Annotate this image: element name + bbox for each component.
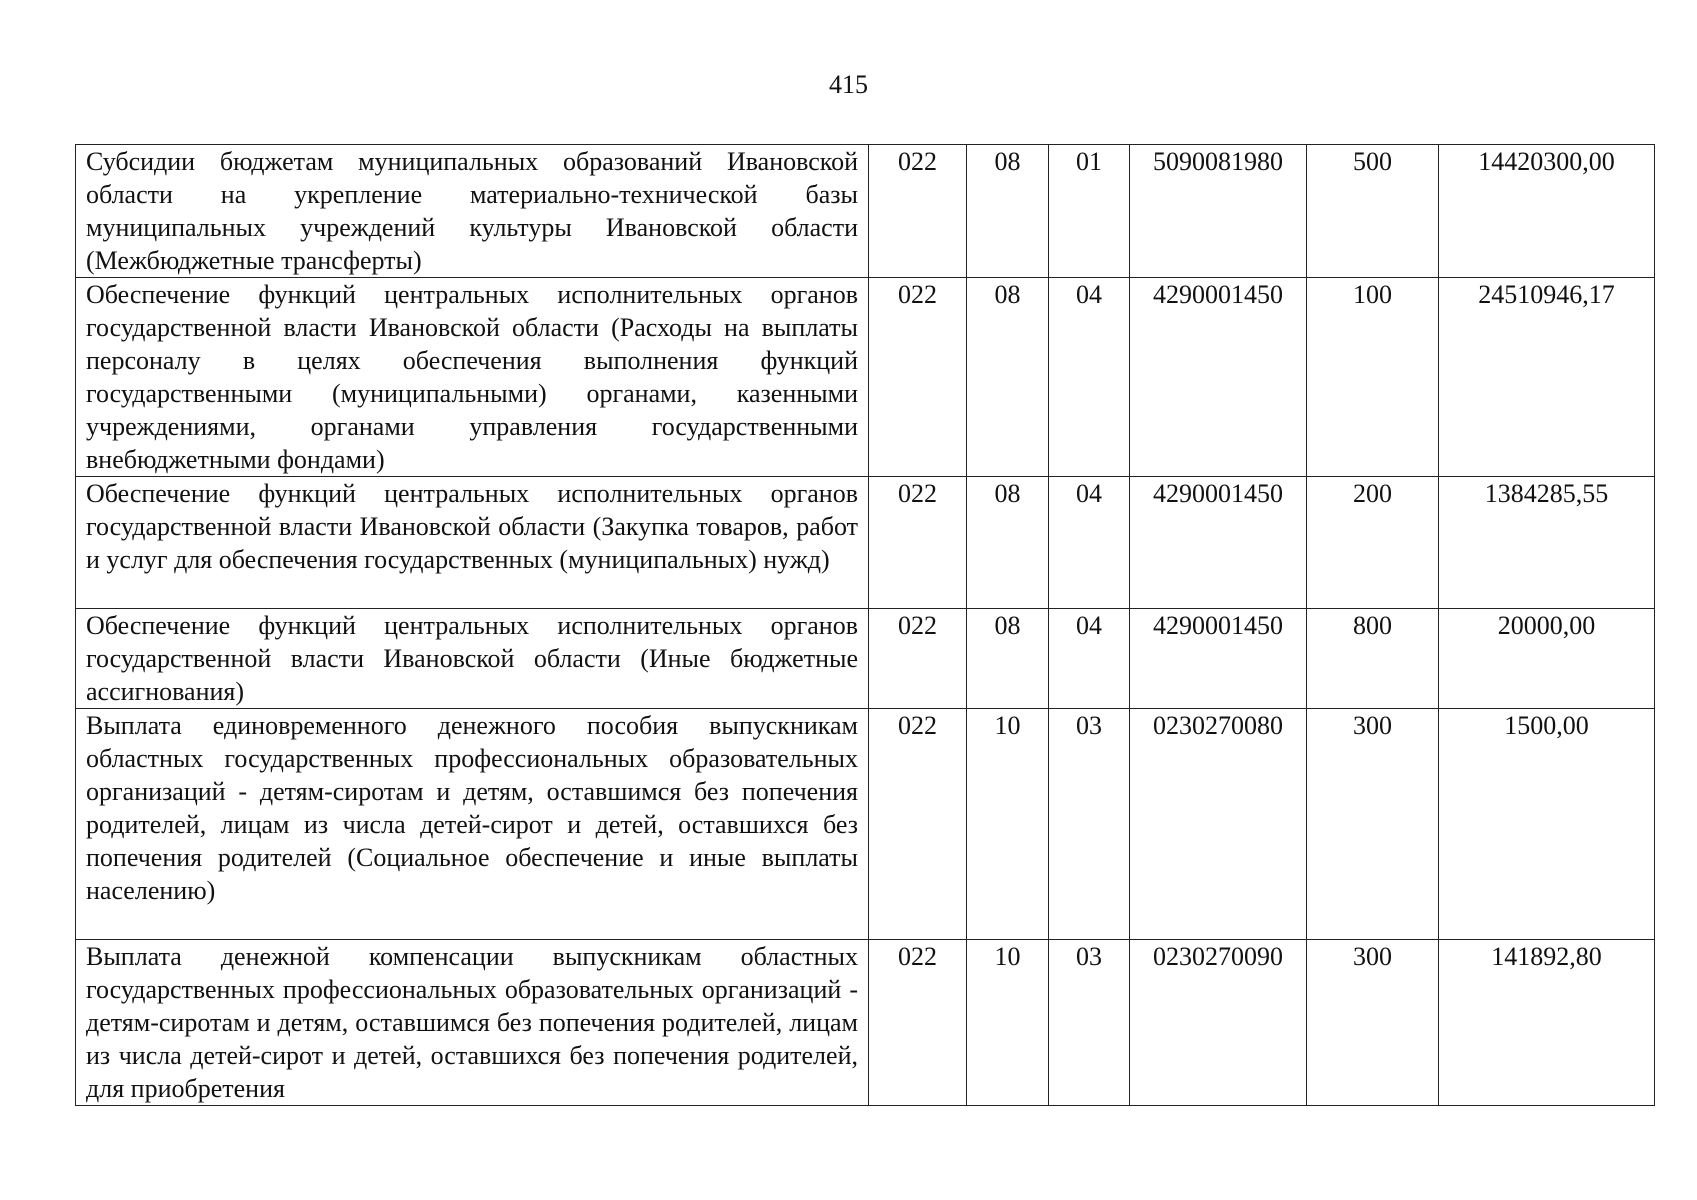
target-article-code: 0230270090	[1130, 940, 1307, 1106]
table-row	[76, 609, 1655, 709]
ministry-code: 022	[869, 709, 967, 940]
target-article-code: 5090081980	[1130, 145, 1307, 278]
row-description: Обеспечение функций центральных исполнительных органов государственной власти Ивановской области (Иные бюджетные ассигнования)	[76, 609, 869, 709]
subsection-code: 03	[1049, 709, 1130, 940]
subsection-code: 04	[1049, 278, 1130, 477]
amount-value: 20000,00	[1439, 609, 1655, 709]
page-number: 415	[829, 70, 868, 99]
expense-type-code: 800	[1307, 609, 1439, 709]
section-code: 10	[967, 940, 1049, 1106]
row-description: Обеспечение функций центральных исполнительных органов государственной власти Ивановской области (Расходы на выплаты персоналу в целях обеспечения выполнения функций государственными (муниципальными) органами, казенными учреждениями, органами управления государственными внебюджетными фондами)	[76, 278, 869, 477]
subsection-code: 04	[1049, 609, 1130, 709]
ministry-code: 022	[869, 940, 967, 1106]
row-description: Выплата денежной компенсации выпускникам областных государственных профессиональных образовательных организаций - детям-сиротам и детям, оставшимся без попечения родителей, лицам из числа детей-сирот и детей, оставшихся без попечения родителей, для приобретения	[76, 940, 869, 1106]
table-row	[76, 477, 1655, 609]
subsection-code: 04	[1049, 477, 1130, 609]
row-description: Субсидии бюджетам муниципальных образований Ивановской области на укрепление материально-технической базы муниципальных учреждений культуры Ивановской области (Межбюджетные трансферты)	[76, 145, 869, 278]
ministry-code: 022	[869, 609, 967, 709]
section-code: 08	[967, 477, 1049, 609]
amount-value: 24510946,17	[1439, 278, 1655, 477]
ministry-code: 022	[869, 278, 967, 477]
section-code: 10	[967, 709, 1049, 940]
subsection-code: 03	[1049, 940, 1130, 1106]
section-code: 08	[967, 145, 1049, 278]
expense-type-code: 500	[1307, 145, 1439, 278]
table-row	[76, 709, 1655, 940]
table-row	[76, 940, 1655, 1106]
target-article-code: 4290001450	[1130, 278, 1307, 477]
row-description: Выплата единовременного денежного пособия выпускникам областных государственных профессиональных образовательных организаций - детям-сиротам и детям, оставшимся без попечения родителей, лицам из числа детей-сирот и детей, оставшихся без попечения родителей (Социальное обеспечение и иные выплаты населению)	[76, 709, 869, 940]
expense-type-code: 300	[1307, 940, 1439, 1106]
table-row	[76, 145, 1655, 278]
expense-type-code: 300	[1307, 709, 1439, 940]
ministry-code: 022	[869, 477, 967, 609]
table-row	[76, 278, 1655, 477]
target-article-code: 4290001450	[1130, 609, 1307, 709]
section-code: 08	[967, 609, 1049, 709]
amount-value: 14420300,00	[1439, 145, 1655, 278]
budget-table	[75, 144, 1655, 1106]
ministry-code: 022	[869, 145, 967, 278]
subsection-code: 01	[1049, 145, 1130, 278]
target-article-code: 0230270080	[1130, 709, 1307, 940]
amount-value: 1384285,55	[1439, 477, 1655, 609]
row-description: Обеспечение функций центральных исполнительных органов государственной власти Ивановской области (Закупка товаров, работ и услуг для обеспечения государственных (муниципальных) нужд)	[76, 477, 869, 609]
target-article-code: 4290001450	[1130, 477, 1307, 609]
amount-value: 1500,00	[1439, 709, 1655, 940]
expense-type-code: 100	[1307, 278, 1439, 477]
expense-type-code: 200	[1307, 477, 1439, 609]
section-code: 08	[967, 278, 1049, 477]
amount-value: 141892,80	[1439, 940, 1655, 1106]
